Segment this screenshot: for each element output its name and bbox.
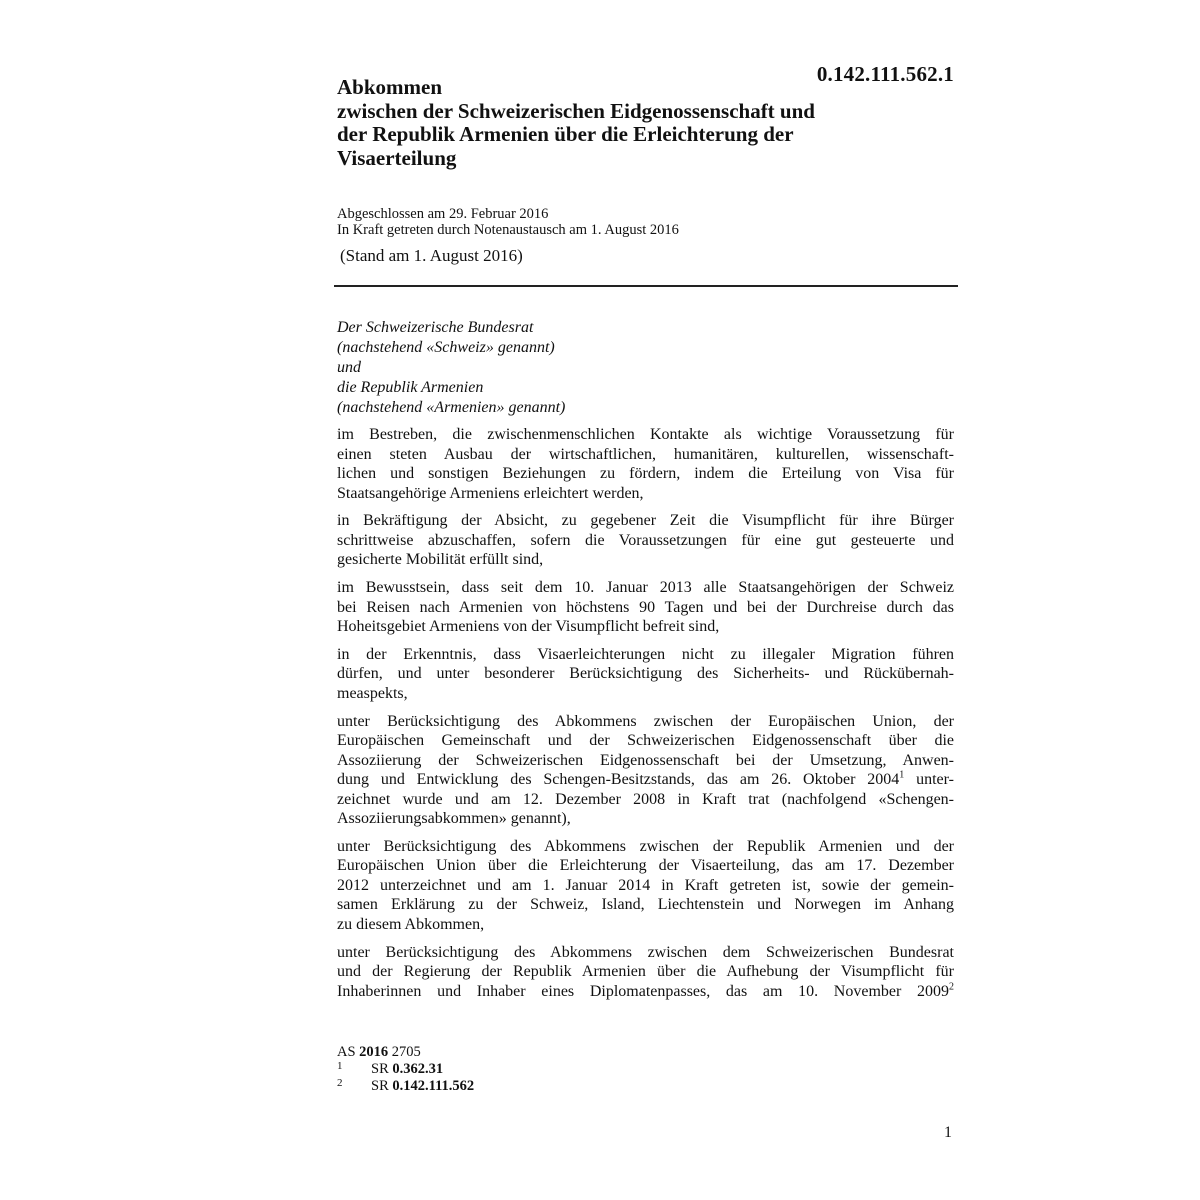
footnote-number: 2 [337, 1077, 343, 1089]
text-line: zu diesem Abkommen, [337, 915, 485, 933]
text-line: unter Berücksichtigung des Abkommens zwischen der Europäischen Union, der [337, 712, 954, 730]
preamble-line: die Republik Armenien [337, 379, 484, 396]
text-line: Europäischen Gemeinschaft und der Schweizerischen Eidgenossenschaft über die [337, 732, 954, 750]
footnote-prefix: SR [371, 1078, 389, 1094]
text-line: unter Berücksichtigung des Abkommens zwischen dem Schweizerischen Bundesrat [337, 943, 954, 961]
text-line: 2012 unterzeichnet und am 1. Januar 2014 in Kraft getreten ist, sowie der gemein- [337, 876, 954, 894]
preamble-line: Der Schweizerische Bundesrat [337, 319, 534, 336]
recital-paragraph [337, 712, 954, 829]
text-line: measpekts, [337, 684, 408, 702]
title-line: zwischen der Schweizerischen Eidgenossenschaft und [337, 98, 815, 123]
text-line: Assoziierung der Schweizerischen Eidgenossenschaft bei der Umsetzung, Anwen- [337, 751, 954, 769]
preamble-line: und [337, 359, 361, 376]
recital-paragraph [337, 645, 954, 704]
recital-paragraph [337, 511, 954, 570]
recital-paragraph [337, 943, 954, 1002]
footnote-marker-1[interactable]: 1 [899, 769, 905, 781]
text-line: dürfen, und unter besonderer Berücksichtigung des Sicherheits- und Rückübernah- [337, 665, 954, 683]
recital-paragraph [337, 837, 954, 935]
recital-paragraph [337, 425, 954, 503]
text-line: bei Reisen nach Armenien von höchstens 90 Tagen und bei der Durchreise durch das [337, 598, 954, 616]
footnote-number: 1 [337, 1060, 343, 1072]
title-line: der Republik Armenien über die Erleichterung der [337, 122, 794, 146]
text-line: im Bewusstsein, dass seit dem 10. Januar 2013 alle Staatsangehörigen der Schweiz [337, 579, 954, 597]
text-line: in Bekräftigung der Absicht, zu gegebener Zeit die Visumpflicht für ihre Bürger [337, 512, 954, 530]
preamble-line: (nachstehend «Armenien» genannt) [337, 399, 566, 416]
footnote-marker-2[interactable]: 2 [949, 981, 954, 993]
text-line: samen Erklärung zu der Schweiz, Island, Liechtenstein und Norwegen im Anhang [337, 896, 954, 914]
recital-paragraph [337, 578, 954, 637]
text-line: lichen und sonstigen Beziehungen zu fördern, indem die Erteilung von Visa für [337, 465, 954, 482]
in-force-date: In Kraft getreten durch Notenaustausch am 1. August 2016 [337, 221, 679, 238]
as-prefix: AS [337, 1044, 356, 1060]
preamble-parties [337, 318, 565, 418]
as-year: 2016 [359, 1044, 389, 1060]
preamble-line: (nachstehend «Schweiz» genannt) [337, 339, 555, 356]
text-line: schrittweise abzuschaffen, sofern die Voraussetzungen für eine gut gesteuerte und [337, 531, 954, 549]
sr-number: 0.142.111.562.1 [816, 62, 954, 86]
text-line: Staatsangehörige Armeniens erleichtert werden, [337, 484, 644, 502]
title-line: Abkommen [337, 75, 443, 99]
footnote-prefix: SR [371, 1061, 389, 1077]
footnote-ref[interactable]: 0.362.31 [392, 1061, 444, 1077]
status-date: (Stand am 1. August 2016) [340, 246, 523, 265]
title-line: Visaerteilung [337, 145, 457, 170]
footnote-2 [337, 1078, 474, 1095]
text-line-with-footnote [337, 770, 954, 790]
text-line: Assoziierungsabkommen» genannt), [337, 810, 571, 828]
text-line: Europäischen Union über die Erleichterung der Visaerteilung, das am 17. Dezember [337, 857, 954, 875]
document-title [337, 76, 937, 170]
document-meta [337, 207, 679, 238]
concluded-date: Abgeschlossen am 29. Februar 2016 [337, 206, 549, 222]
as-page: 2705 [391, 1044, 421, 1060]
page-footer [337, 1044, 474, 1095]
text-line-with-footnote [337, 982, 954, 1002]
text-line: unter Berücksichtigung des Abkommens zwischen der Republik Armenien und der [337, 837, 954, 855]
page-number: 1 [944, 1124, 952, 1141]
text-line: im Bestreben, die zwischenmenschlichen Kontakte als wichtige Voraussetzung für [337, 426, 954, 443]
text-line: und der Regierung der Republik Armenien über die Aufhebung der Visumpflicht für [337, 963, 954, 981]
text-line: in der Erkenntnis, dass Visaerleichterungen nicht zu illegaler Migration führen [337, 645, 954, 663]
text-segment: unter- [904, 771, 954, 789]
footnote-ref[interactable]: 0.142.111.562 [392, 1078, 475, 1094]
header-divider [334, 285, 958, 287]
text-line: gesicherte Mobilität erfüllt sind, [337, 551, 544, 569]
recitals [337, 425, 954, 1010]
text-line: einen steten Ausbau der wirtschaftlichen, humanitären, kulturellen, wissenschaft- [337, 445, 954, 463]
text-segment: Inhaberinnen und Inhaber eines Diplomatenpasses, das am 10. November 2009 [337, 982, 949, 1000]
text-line: Hoheitsgebiet Armeniens von der Visumpflicht befreit sind, [337, 618, 720, 636]
text-segment: dung und Entwicklung des Schengen-Besitzstands, das am 26. Oktober 2004 [337, 771, 900, 789]
text-line: zeichnet wurde und am 12. Dezember 2008 in Kraft trat (nachfolgend «Schengen- [337, 790, 954, 808]
